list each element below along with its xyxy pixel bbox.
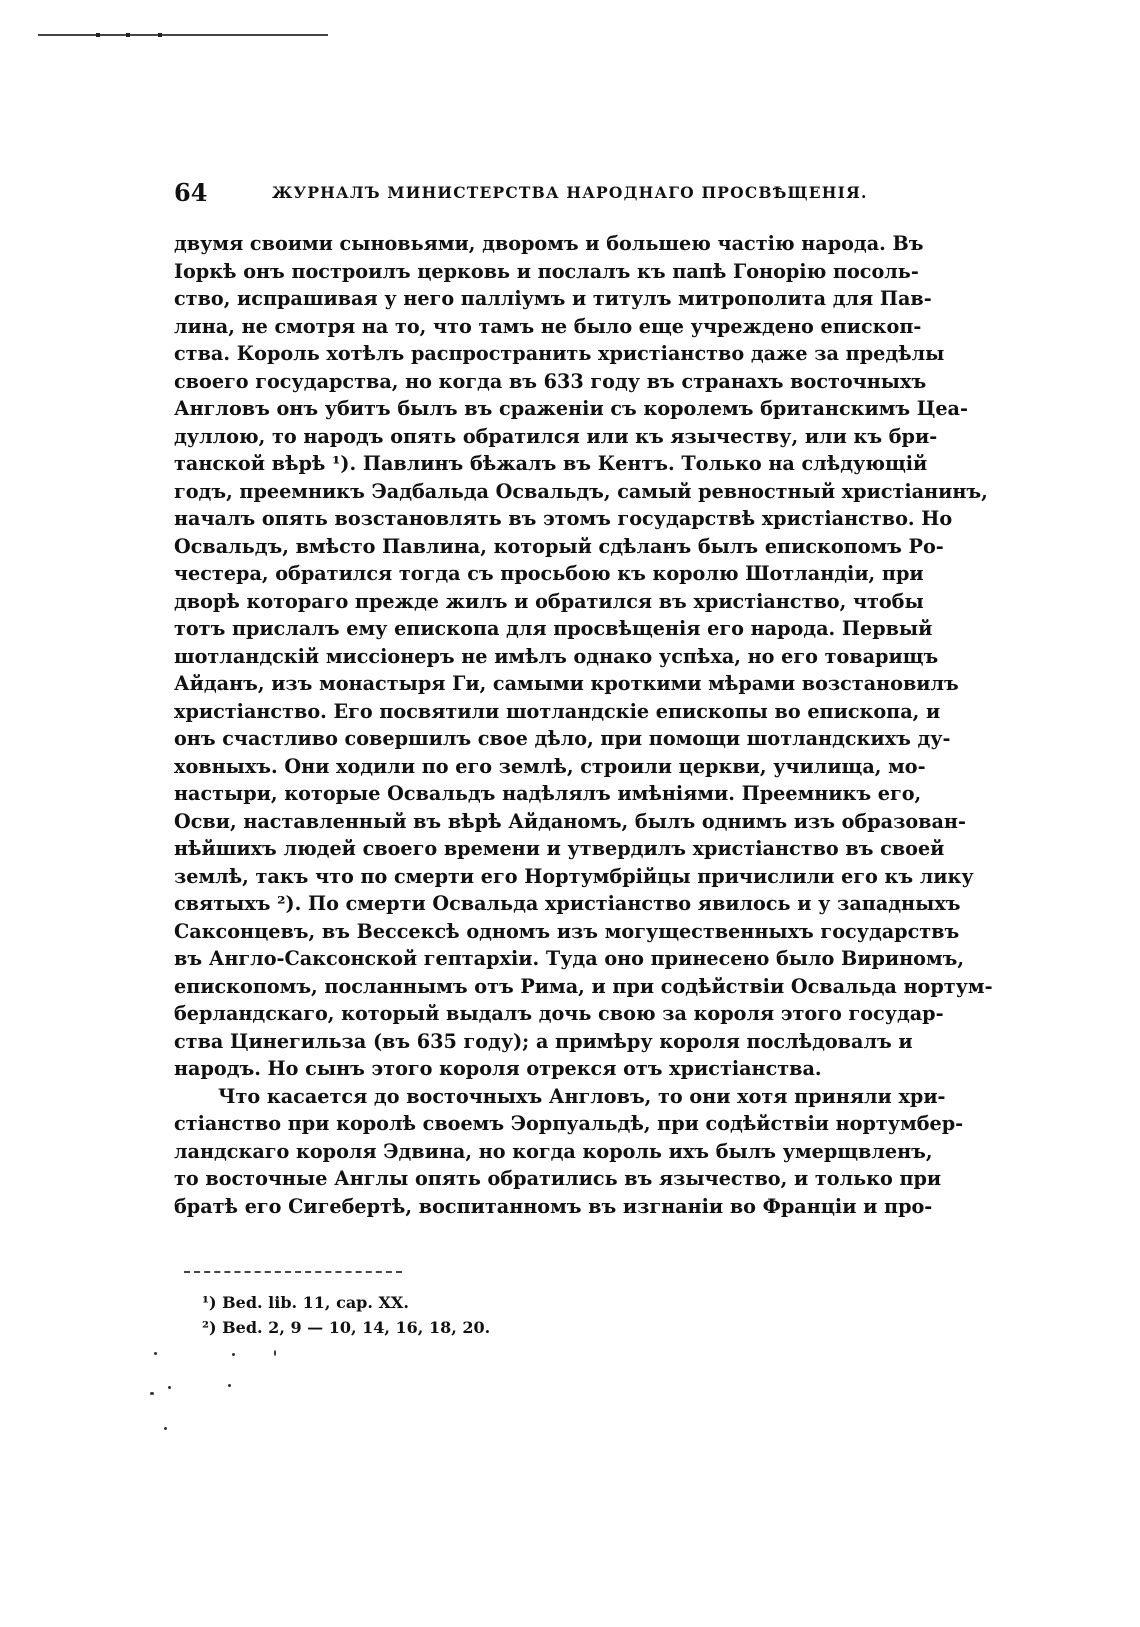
scan-speck (168, 1386, 171, 1389)
scan-speck (274, 1350, 276, 1356)
text-line: Осви, наставленный въ вѣрѣ Айданомъ, былъ однимъ изъ образован- (174, 809, 966, 833)
text-line: Іоркѣ онъ построилъ церковь и послалъ къ папѣ Гонорію посоль- (174, 259, 919, 283)
text-line: шотландскій миссіонеръ не имѣлъ однако успѣха, но его товарищъ (174, 644, 939, 668)
scan-artifact-tick (96, 33, 100, 37)
paragraph-start-line: Что касается до восточныхъ Англовъ, то они хотя приняли хри- (218, 1084, 946, 1108)
body-text (174, 230, 993, 1220)
scan-speck (232, 1353, 235, 1356)
text-line: танской вѣрѣ ¹). Павлинъ бѣжалъ въ Кентъ. Только на слѣдующій (174, 452, 928, 475)
scan-artifact-tick (158, 33, 162, 37)
text-line: онъ счастливо совершилъ свое дѣло, при помощи шотландскихъ ду- (174, 727, 951, 750)
text-line: ства Цинегильза (въ 635 году); а примѣру короля послѣдовалъ и (174, 1029, 913, 1053)
text-line: христіанство. Его посвятили шотландскіе епископы во епископа, и (174, 699, 941, 723)
text-line: Освальдъ, вмѣсто Павлина, который сдѣланъ былъ епископомъ Ро- (174, 534, 944, 558)
footnote-1: ¹) Bed. lib. 11, cap. XX. (202, 1293, 409, 1312)
footnote-2: ²) Bed. 2, 9 — 10, 14, 16, 18, 20. (202, 1318, 491, 1337)
text-line: нѣйшихъ людей своего времени и утвердилъ христіанство въ своей (174, 837, 945, 860)
running-title: ЖУРНАЛЪ МИНИСТЕРСТВА НАРОДНАГО ПРОСВѢЩЕНІЯ. (272, 183, 868, 202)
text-line: землѣ, такъ что по смерти его Нортумбрійцы причислили его къ лику (174, 864, 974, 888)
text-line: своего государства, но когда въ 633 году въ странахъ восточныхъ (174, 369, 927, 393)
text-line: лина, не смотря на то, что тамъ не было еще учреждено епископ- (174, 314, 922, 338)
text-line: годъ, преемникъ Эадбальда Освальдъ, самый ревностный христіанинъ, (174, 479, 988, 503)
text-line: святыхъ ²). По смерти Освальда христіанство явилось и у западныхъ (174, 892, 961, 915)
text-line: началъ опять возстановлять въ этомъ государствѣ христіанство. Но (174, 507, 953, 530)
text-line: ландскаго короля Эдвина, но когда король ихъ былъ умерщвленъ, (174, 1139, 933, 1163)
text-line: двумя своими сыновьями, дворомъ и большею частію народа. Въ (174, 232, 924, 255)
text-line: Саксонцевъ, въ Вессексѣ одномъ изъ могущественныхъ государствъ (174, 919, 960, 943)
scan-speck (228, 1384, 231, 1387)
text-line: Англовъ онъ убитъ былъ въ сраженіи съ королемъ британскимъ Цеа- (174, 397, 968, 420)
page-header (174, 178, 894, 210)
text-line: ство, испрашивая у него палліумъ и титулъ митрополита для Пав- (174, 287, 932, 310)
footnotes (202, 1290, 702, 1340)
text-line: честера, обратился тогда съ просьбою къ королю Шотландіи, при (174, 562, 924, 585)
text-line: то восточные Англы опять обратились въ язычество, и только при (174, 1167, 942, 1190)
scan-speck (164, 1427, 167, 1430)
text-line: въ Англо-Саксонской гептархіи. Туда оно принесено было Вириномъ, (174, 947, 965, 970)
footnote-divider (184, 1271, 402, 1273)
text-line: настыри, которые Освальдъ надѣлялъ имѣніями. Преемникъ его, (174, 782, 922, 805)
text-line: дворѣ котораго прежде жилъ и обратился въ христіанство, чтобы (174, 589, 924, 613)
text-line: ства. Король хотѣлъ распространить христіанство даже за предѣлы (174, 342, 945, 365)
text-line: Айданъ, изъ монастыря Ги, самыми кроткими мѣрами возстановилъ (174, 672, 959, 695)
text-line: епископомъ, посланнымъ отъ Рима, и при содѣйствіи Освальда нортум- (174, 974, 993, 998)
scan-artifact-rule (38, 34, 328, 36)
text-line: стіанство при королѣ своемъ Эорпуальдѣ, при содѣйствіи нортумбер- (174, 1112, 964, 1135)
scan-speck (154, 1352, 157, 1355)
page-number: 64 (174, 178, 208, 207)
text-line: дуллою, то народъ опять обратился или къ язычеству, или къ бри- (174, 424, 938, 448)
scan-artifact-tick (126, 33, 130, 37)
scan-speck (150, 1392, 154, 1395)
text-line: тотъ прислалъ ему епископа для просвѣщенія его народа. Первый (174, 617, 933, 640)
text-line: ховныхъ. Они ходили по его землѣ, строили церкви, училища, мо- (174, 754, 926, 778)
text-line: братѣ его Сигебертѣ, воспитанномъ въ изгнаніи во Франціи и про- (174, 1194, 933, 1218)
text-line: берландскаго, который выдалъ дочь свою за короля этого государ- (174, 1002, 944, 1025)
text-line: народъ. Но сынъ этого короля отрекся отъ христіанства. (174, 1057, 822, 1080)
